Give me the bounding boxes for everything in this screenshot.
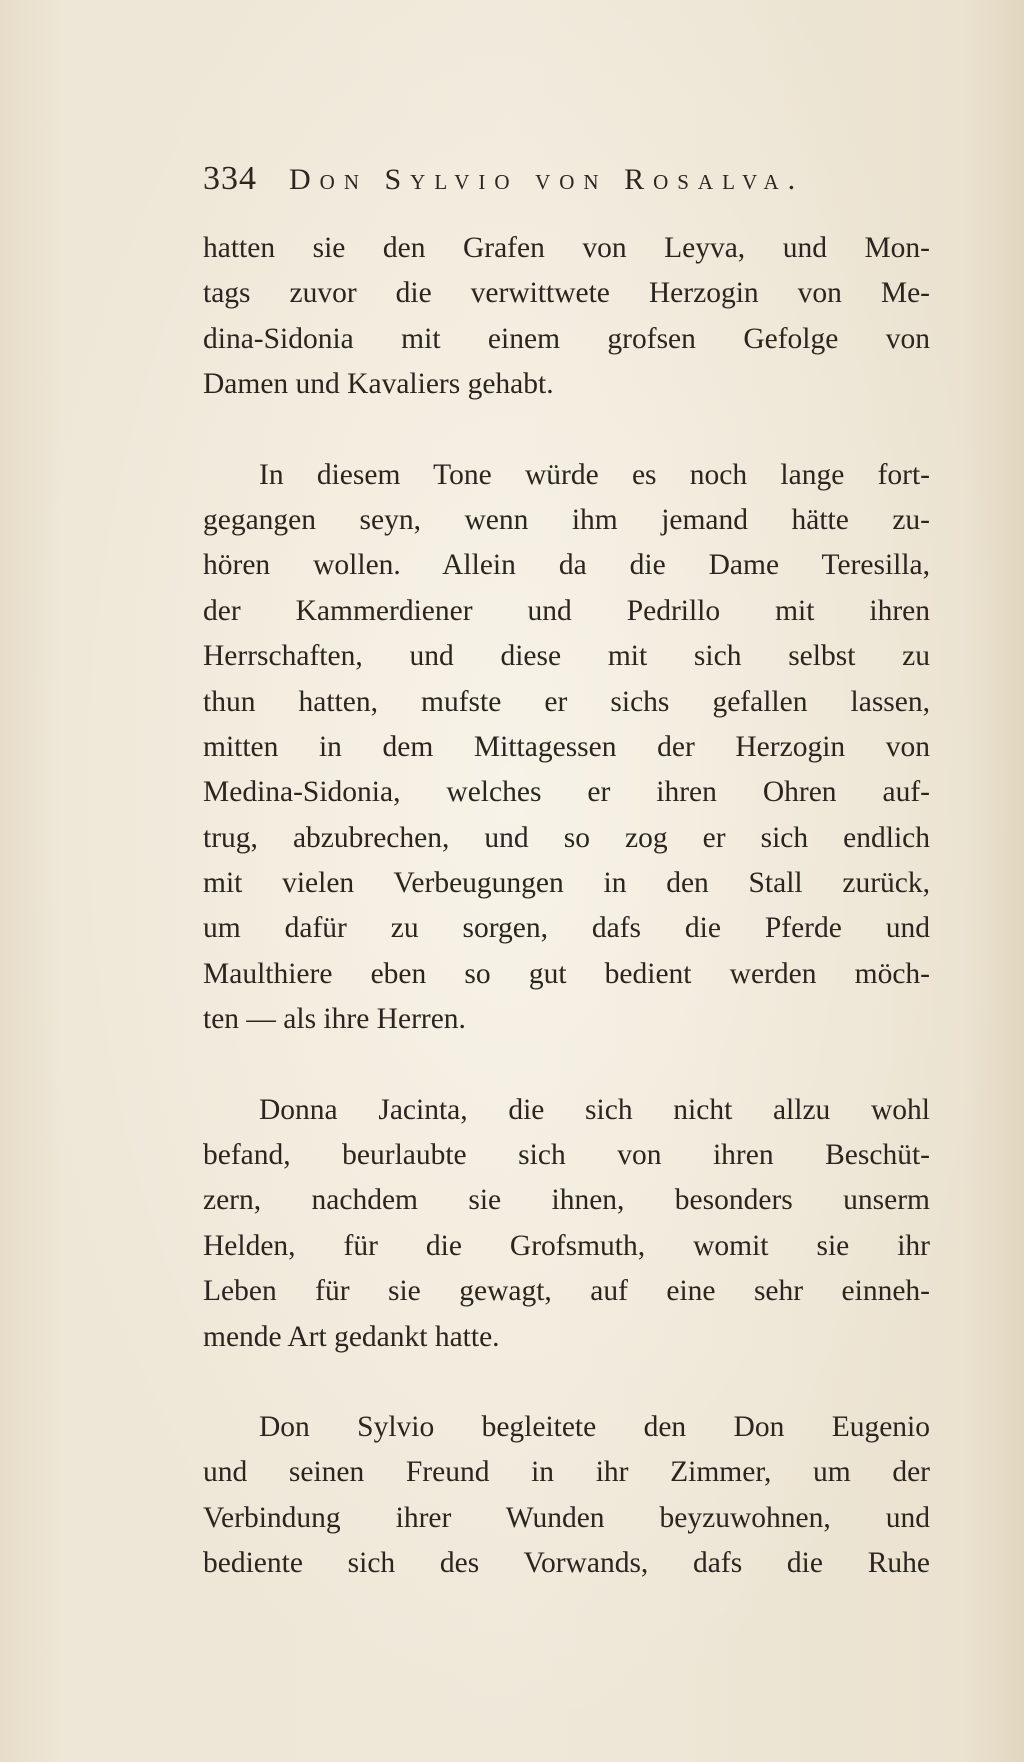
paragraph-1: [203, 226, 930, 408]
text-line: mende Art gedankt hatte.: [203, 1320, 500, 1353]
text-line: um dafür zu sorgen, dafs die Pferde und: [203, 912, 930, 945]
text-line: Donna Jacinta, die sich nicht allzu wohl: [259, 1093, 930, 1126]
text-line: und seinen Freund in ihr Zimmer, um der: [203, 1456, 930, 1489]
text-line: Verbindung ihrer Wunden beyzuwohnen, und: [203, 1501, 930, 1534]
text-line: der Kammerdiener und Pedrillo mit ihren: [203, 594, 930, 627]
text-line: hören wollen. Allein da die Dame Teresilla,: [203, 549, 930, 582]
text-line: thun hatten, mufste er sichs gefallen lassen,: [203, 685, 930, 718]
text-line: tags zuvor die verwittwete Herzogin von Me-: [203, 277, 930, 310]
text-line: In diesem Tone würde es noch lange fort-: [259, 458, 930, 491]
text-line: befand, beurlaubte sich von ihren Beschüt-: [203, 1139, 930, 1172]
paragraph-2: [203, 453, 930, 1043]
running-title: Don Sylvio von Rosalva.: [289, 163, 805, 196]
text-line: Damen und Kavaliers gehabt.: [203, 368, 554, 401]
running-header: [203, 160, 883, 204]
text-line: Maulthiere eben so gut bedient werden möch-: [203, 957, 930, 990]
text-line: bediente sich des Vorwands, dafs die Ruhe: [203, 1547, 930, 1580]
text-line: Herrschaften, und diese mit sich selbst zu: [203, 640, 930, 673]
text-line: gegangen seyn, wenn ihm jemand hätte zu-: [203, 503, 930, 536]
text-line: dina-Sidonia mit einem grofsen Gefolge von: [203, 322, 930, 355]
body-text: [203, 226, 930, 1632]
paragraph-3: [203, 1088, 930, 1360]
text-line: mit vielen Verbeugungen in den Stall zurück,: [203, 867, 930, 900]
text-line: Helden, für die Grofsmuth, womit sie ihr: [203, 1229, 930, 1262]
text-line: trug, abzubrechen, und so zog er sich endlich: [203, 821, 930, 854]
text-line: Don Sylvio begleitete den Don Eugenio: [259, 1410, 930, 1443]
paragraph-4: [203, 1405, 930, 1587]
text-line: zern, nachdem sie ihnen, besonders unserm: [203, 1184, 930, 1217]
text-line: ten — als ihre Herren.: [203, 1003, 466, 1036]
text-line: hatten sie den Grafen von Leyva, und Mon-: [203, 232, 930, 264]
text-line: Medina-Sidonia, welches er ihren Ohren auf-: [203, 776, 930, 809]
page-number: 334: [203, 160, 257, 197]
text-line: mitten in dem Mittagessen der Herzogin von: [203, 730, 930, 763]
text-line: Leben für sie gewagt, auf eine sehr einneh-: [203, 1275, 930, 1308]
